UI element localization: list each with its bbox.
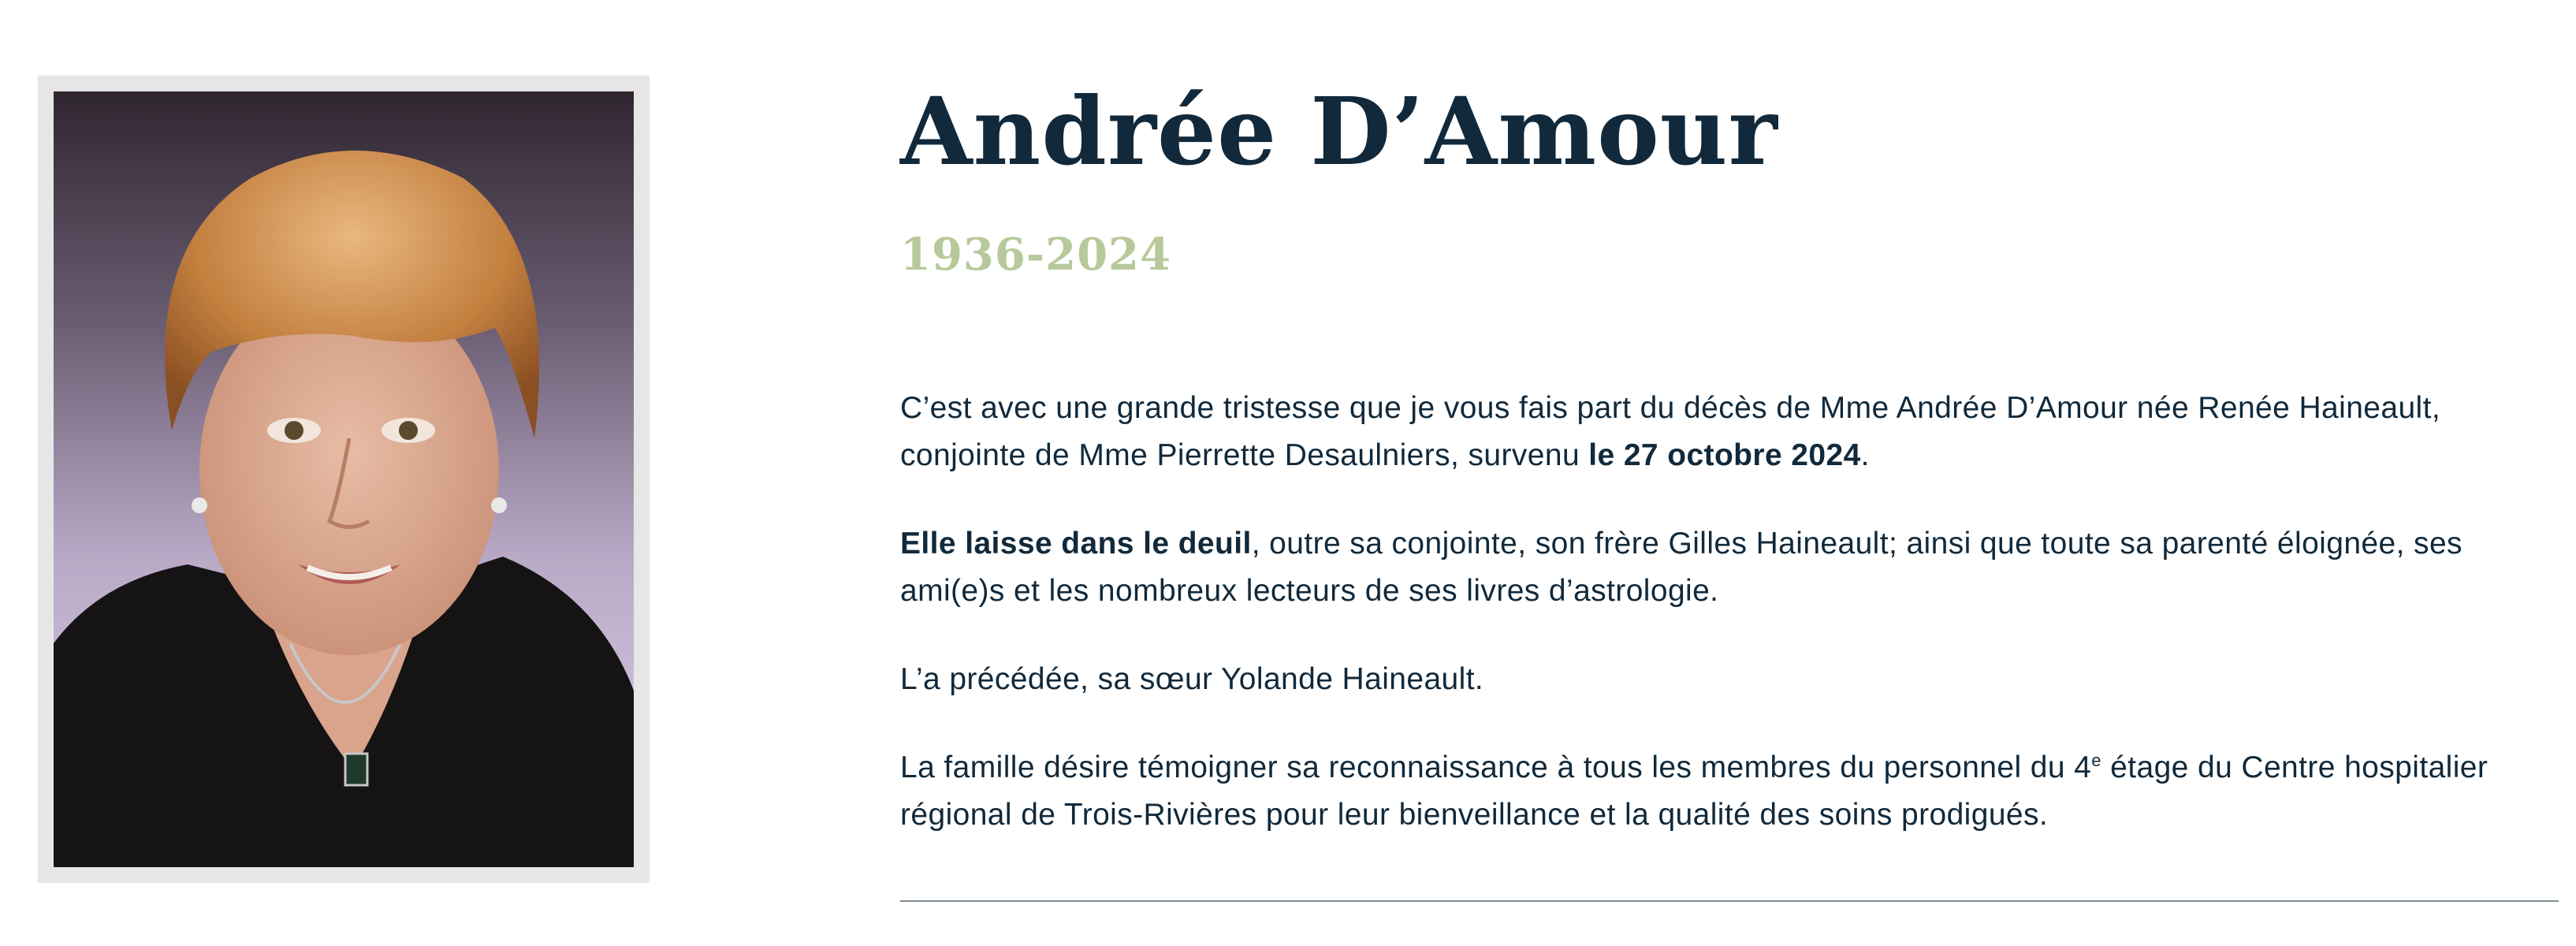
death-date: le 27 octobre 2024: [1588, 438, 1861, 472]
floor-superscript: e: [2091, 750, 2101, 770]
paragraph-announcement: [900, 385, 2559, 479]
predeceased-text: L’a précédée, sa sœur Yolande Haineault.: [900, 662, 1484, 696]
paragraph-predeceased: [900, 656, 2559, 703]
portrait-frame: [38, 76, 650, 883]
paragraph-thanks: [900, 744, 2559, 839]
survivors-lead: Elle laisse dans le deuil: [900, 527, 1252, 561]
announcement-text: C’est avec une grande tristesse que je vous fais part du décès de Mme Andrée D’Amour née Renée Haineault, conjointe de Mme Pierrette Desaulniers, survenu: [900, 391, 2441, 472]
thanks-text-start: La famille désire témoigner sa reconnaissance à tous les membres du personnel du 4: [900, 750, 2092, 784]
paragraph-survivors: [900, 520, 2559, 615]
survivors-text: , outre sa conjointe, son frère Gilles Haineault; ainsi que toute sa parenté éloignée, ses ami(e)s et les nombreux lecteurs de ses livres d’astrologie.: [900, 527, 2462, 608]
life-dates: 1936-2024: [900, 229, 1171, 281]
section-divider: [900, 900, 2559, 902]
portrait-photo: [54, 91, 634, 867]
thanks-text-end: étage du Centre hospitalier régional de Trois-Rivières pour leur bienveillance et la qualité des soins prodigués.: [900, 750, 2489, 832]
obituary-text: [900, 385, 2559, 880]
announcement-period: .: [1860, 438, 1870, 472]
person-name: Andrée D’Amour: [900, 76, 1778, 186]
